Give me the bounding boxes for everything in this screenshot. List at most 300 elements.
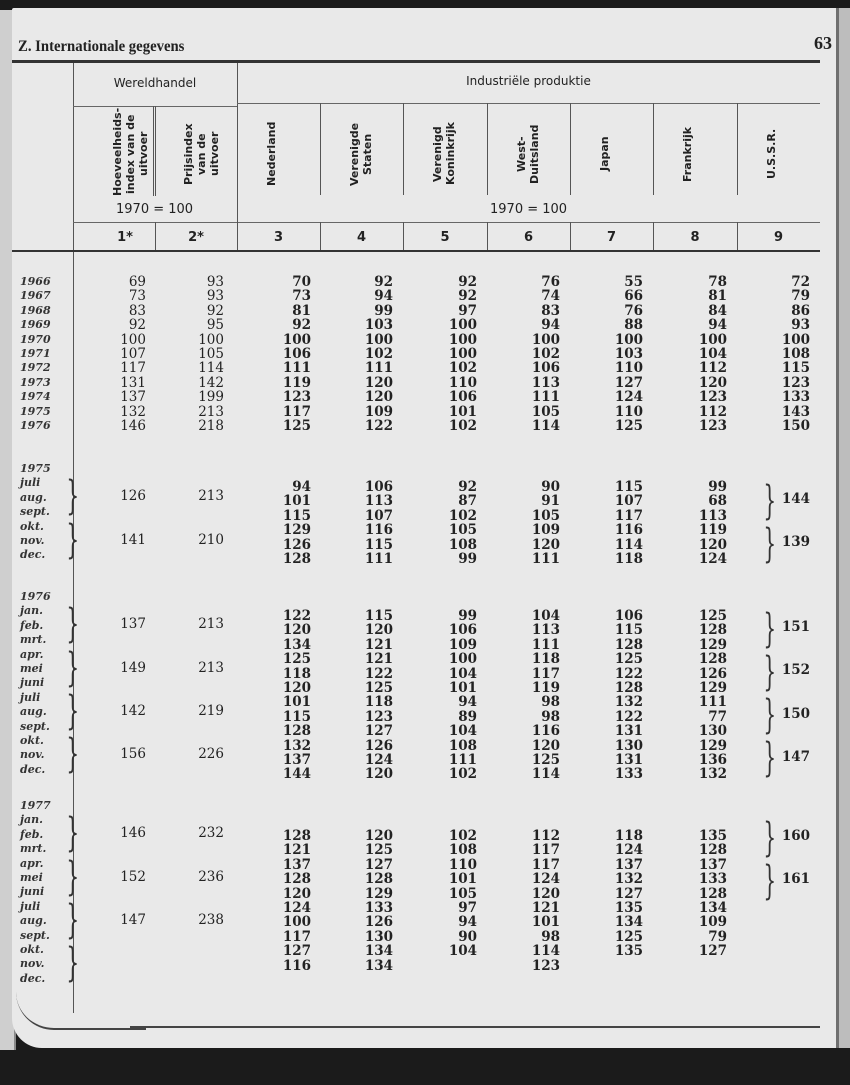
row-label-month: apr. <box>20 647 44 661</box>
table-cell: 109 <box>698 914 727 931</box>
bottom-rule-curve <box>16 992 146 1030</box>
table-cell: 113 <box>364 493 393 510</box>
column-number-3: 3 <box>273 230 284 245</box>
table-cell: 111 <box>364 551 393 567</box>
table-cell: 111 <box>531 636 560 653</box>
table-cell: 104 <box>698 346 727 362</box>
table-cell: 100 <box>448 317 477 334</box>
table-cell: 125 <box>614 651 643 668</box>
row-label-year: 1977 <box>20 799 51 812</box>
table-cell: 137 <box>282 856 311 873</box>
row-label-month: okt. <box>20 734 44 747</box>
column-number-9: 9 <box>773 230 784 245</box>
table-cell: 115 <box>282 708 311 725</box>
column-header-7: Japan <box>597 136 611 172</box>
table-cell: 104 <box>531 608 560 624</box>
quarter-brace-icon: } <box>66 940 80 986</box>
quarterly-cell: 146 <box>120 825 146 842</box>
table-cell: 101 <box>448 403 477 420</box>
table-cell: 134 <box>698 900 727 916</box>
table-cell: 88 <box>624 317 643 334</box>
table-cell: 102 <box>531 346 560 362</box>
column-number-divider <box>155 222 156 250</box>
table-cell: 116 <box>614 522 643 539</box>
table-cell: 106 <box>448 622 477 639</box>
table-cell: 120 <box>531 885 560 902</box>
table-cell: 106 <box>531 360 560 377</box>
column-number-divider <box>487 222 488 250</box>
table-cell: 115 <box>282 507 311 524</box>
table-cell: 108 <box>781 346 810 362</box>
table-cell: 117 <box>614 507 643 524</box>
quarterly-cell: 213 <box>198 659 224 676</box>
table-cell: 123 <box>781 374 810 391</box>
top-rule <box>12 60 820 63</box>
table-cell: 124 <box>614 842 643 859</box>
column-divider <box>153 106 154 196</box>
row-label-month: mrt. <box>20 842 47 856</box>
table-cell: 134 <box>282 636 311 653</box>
table-cell: 120 <box>364 622 393 639</box>
column-divider <box>320 103 321 195</box>
row-label-month: okt. <box>20 943 44 956</box>
column-number-8: 8 <box>690 230 700 245</box>
row-label-year: 1973 <box>20 375 51 389</box>
quarterly-cell: 144 <box>781 491 810 508</box>
column-divider <box>155 106 156 196</box>
table-cell: 106 <box>364 479 393 495</box>
table-cell: 135 <box>614 900 643 916</box>
table-cell: 110 <box>614 403 643 420</box>
quarter-brace-icon: } <box>66 601 80 648</box>
table-cell: 127 <box>698 943 727 960</box>
table-cell: 119 <box>282 374 311 391</box>
table-cell: 124 <box>698 551 727 567</box>
table-cell: 137 <box>614 856 643 873</box>
table-cell: 114 <box>531 766 560 783</box>
table-cell: 100 <box>531 331 560 348</box>
quarterly-cell: 236 <box>198 868 224 885</box>
table-cell: 92 <box>374 274 393 290</box>
column-number-6: 6 <box>523 230 534 245</box>
table-cell: 120 <box>364 766 393 783</box>
row-label-month: juli <box>20 690 41 704</box>
table-cell: 119 <box>531 680 560 696</box>
table-cell: 105 <box>448 885 477 902</box>
table-cell: 132 <box>282 737 311 754</box>
table-cell: 76 <box>541 274 560 290</box>
quarterly-cell: 213 <box>198 616 224 633</box>
table-cell: 127 <box>614 885 643 902</box>
row-label-year: 1972 <box>20 361 51 375</box>
quarterly-cell: 147 <box>781 748 810 765</box>
table-cell: 112 <box>698 360 727 377</box>
column-number-divider <box>320 222 321 250</box>
column-header-4: Verenigde Staten <box>347 122 374 186</box>
table-cell: 134 <box>364 943 393 960</box>
table-cell: 125 <box>614 418 643 434</box>
table-cell: 110 <box>448 856 477 873</box>
table-cell: 127 <box>364 856 393 873</box>
table-cell: 128 <box>282 723 311 740</box>
quarter-brace-icon: } <box>763 477 777 524</box>
table-cell: 102 <box>448 828 477 844</box>
table-cell: 98 <box>541 694 560 711</box>
table-cell: 66 <box>624 288 643 305</box>
table-cell: 133 <box>614 766 643 783</box>
table-cell: 117 <box>120 360 146 377</box>
quarter-brace-icon: } <box>763 857 777 904</box>
column-number-1: 1* <box>117 230 133 245</box>
table-cell: 130 <box>698 723 727 740</box>
column-number-5: 5 <box>440 230 450 245</box>
quarter-brace-icon: } <box>66 896 80 943</box>
table-cell: 114 <box>198 360 224 377</box>
row-label-year: 1969 <box>20 318 51 332</box>
quarterly-cell: 156 <box>120 745 146 762</box>
quarter-brace-icon: } <box>763 814 777 861</box>
table-cell: 104 <box>448 665 477 682</box>
table-cell: 120 <box>364 828 393 844</box>
table-cell: 125 <box>364 842 393 859</box>
quarterly-cell: 149 <box>120 659 146 676</box>
table-cell: 105 <box>531 507 560 524</box>
table-cell: 116 <box>364 522 393 539</box>
table-cell: 109 <box>448 636 477 653</box>
row-label-year: 1970 <box>20 332 51 346</box>
table-cell: 102 <box>448 766 477 783</box>
row-label-year: 1967 <box>20 289 51 303</box>
table-cell: 105 <box>198 346 224 362</box>
row-label-month: juli <box>20 476 41 490</box>
row-label-month: aug. <box>20 490 47 504</box>
column-number-divider <box>403 222 404 250</box>
header-bottom-rule <box>12 250 820 252</box>
quarterly-cell: 147 <box>120 911 146 928</box>
table-cell: 131 <box>614 723 643 740</box>
row-label-month: nov. <box>20 748 45 762</box>
table-cell: 117 <box>282 928 311 945</box>
table-cell: 101 <box>531 914 560 931</box>
column-header-8: Frankrijk <box>681 126 694 182</box>
table-cell: 122 <box>614 708 643 725</box>
table-cell: 113 <box>698 507 727 524</box>
table-cell: 125 <box>364 680 393 696</box>
table-cell: 126 <box>364 737 393 754</box>
table-cell: 120 <box>531 737 560 754</box>
table-cell: 101 <box>448 680 477 696</box>
table-cell: 126 <box>282 536 311 553</box>
quarterly-cell: 238 <box>198 911 224 928</box>
table-cell: 129 <box>282 522 311 539</box>
table-cell: 124 <box>282 900 311 916</box>
table-cell: 101 <box>282 694 311 711</box>
table-cell: 120 <box>698 374 727 391</box>
column-header-1: Hoeveelheids-index van de uitvoer <box>111 107 150 196</box>
table-cell: 113 <box>531 374 560 391</box>
page-number: 63 <box>814 33 832 53</box>
quarterly-cell: 160 <box>781 828 810 845</box>
row-label-year: 1975 <box>20 462 51 475</box>
table-cell: 120 <box>364 374 393 391</box>
table-cell: 99 <box>374 302 393 319</box>
table-cell: 79 <box>791 288 810 305</box>
table-cell: 213 <box>198 403 224 420</box>
table-cell: 117 <box>531 665 560 682</box>
table-cell: 137 <box>282 752 311 768</box>
bottom-rule <box>130 1026 820 1028</box>
table-cell: 111 <box>282 360 311 377</box>
table-cell: 92 <box>128 317 146 334</box>
table-cell: 87 <box>458 493 477 510</box>
table-cell: 103 <box>614 346 643 362</box>
row-label-year: 1966 <box>20 275 51 288</box>
table-cell: 111 <box>698 694 727 711</box>
table-cell: 128 <box>698 842 727 859</box>
table-cell: 122 <box>364 418 393 434</box>
table-cell: 100 <box>448 331 477 348</box>
table-cell: 143 <box>781 403 810 420</box>
row-label-month: jan. <box>20 604 43 618</box>
table-cell: 123 <box>698 389 727 406</box>
table-cell: 128 <box>282 828 311 844</box>
table-cell: 125 <box>614 928 643 945</box>
table-cell: 129 <box>698 680 727 696</box>
table-cell: 115 <box>364 608 393 624</box>
table-cell: 92 <box>292 317 311 334</box>
table-cell: 99 <box>458 551 477 567</box>
table-cell: 150 <box>781 418 810 434</box>
table-cell: 55 <box>624 274 643 290</box>
table-cell: 111 <box>364 360 393 377</box>
quarter-brace-icon: } <box>66 687 80 734</box>
row-label-month: nov. <box>20 534 45 547</box>
table-cell: 106 <box>614 608 643 624</box>
table-cell: 123 <box>698 418 727 434</box>
row-label-month: juni <box>20 676 45 690</box>
row-label-month: feb. <box>20 618 44 632</box>
table-cell: 90 <box>458 928 477 945</box>
table-cell: 84 <box>708 302 727 319</box>
table-cell: 199 <box>198 389 224 406</box>
table-cell: 86 <box>791 302 810 319</box>
quarterly-cell: 213 <box>198 488 224 505</box>
quarterly-cell: 142 <box>120 702 146 719</box>
table-cell: 72 <box>791 274 810 290</box>
table-cell: 98 <box>541 708 560 725</box>
table-cell: 117 <box>531 842 560 859</box>
table-cell: 115 <box>364 536 393 553</box>
group-label-wereldhandel: Wereldhandel <box>113 76 197 90</box>
column-number-2: 2* <box>188 230 204 245</box>
table-cell: 100 <box>120 331 146 348</box>
quarterly-cell: 210 <box>198 531 224 548</box>
table-cell: 100 <box>282 914 311 931</box>
table-cell: 83 <box>128 302 146 319</box>
table-cell: 132 <box>698 766 727 783</box>
base-year-label-2: 1970 = 100 <box>490 202 568 217</box>
column-header-5: Verenigd Koninkrijk <box>431 122 457 186</box>
column-number-divider <box>237 222 238 250</box>
table-cell: 113 <box>531 622 560 639</box>
table-cell: 108 <box>448 536 477 553</box>
table-cell: 120 <box>282 885 311 902</box>
quarter-brace-icon: } <box>763 648 777 695</box>
table-cell: 92 <box>458 479 477 495</box>
quarterly-cell: 161 <box>781 871 810 888</box>
table-cell: 137 <box>120 389 146 406</box>
table-cell: 83 <box>541 302 560 319</box>
table-cell: 131 <box>120 374 146 391</box>
table-cell: 91 <box>541 493 560 510</box>
column-number-4: 4 <box>356 230 367 245</box>
table-cell: 77 <box>708 708 727 725</box>
table-cell: 109 <box>531 522 560 539</box>
table-cell: 135 <box>614 943 643 960</box>
table-cell: 128 <box>614 636 643 653</box>
table-cell: 112 <box>698 403 727 420</box>
table-cell: 105 <box>448 522 477 539</box>
quarterly-cell: 152 <box>781 662 810 679</box>
table-cell: 100 <box>364 331 393 348</box>
row-label-month: aug. <box>20 914 47 928</box>
row-label-month: apr. <box>20 856 44 870</box>
table-cell: 108 <box>448 842 477 859</box>
table-cell: 129 <box>698 636 727 653</box>
table-cell: 137 <box>698 856 727 873</box>
column-number-7: 7 <box>606 230 617 245</box>
table-cell: 100 <box>448 651 477 668</box>
table-cell: 107 <box>364 507 393 524</box>
table-cell: 92 <box>458 288 477 305</box>
table-cell: 73 <box>292 288 311 305</box>
table-cell: 121 <box>364 636 393 653</box>
table-cell: 120 <box>531 536 560 553</box>
table-cell: 115 <box>614 622 643 639</box>
base-year-label-1: 1970 = 100 <box>116 202 194 217</box>
table-cell: 128 <box>698 651 727 668</box>
table-cell: 124 <box>364 752 393 768</box>
table-cell: 110 <box>448 374 477 391</box>
column-number-divider <box>653 222 654 250</box>
table-cell: 130 <box>614 737 643 754</box>
table-cell: 115 <box>614 479 643 495</box>
row-label-month: mei <box>20 662 43 675</box>
table-cell: 123 <box>364 708 393 725</box>
table-cell: 135 <box>698 828 727 844</box>
table-cell: 128 <box>364 871 393 888</box>
column-divider <box>570 103 571 195</box>
table-cell: 118 <box>282 665 311 682</box>
table-cell: 100 <box>282 331 311 348</box>
table-cell: 123 <box>531 957 560 974</box>
table-cell: 112 <box>531 828 560 844</box>
table-cell: 128 <box>282 551 311 567</box>
column-divider <box>737 103 738 195</box>
table-cell: 109 <box>364 403 393 420</box>
table-cell: 111 <box>531 389 560 406</box>
table-cell: 126 <box>698 665 727 682</box>
table-cell: 94 <box>708 317 727 334</box>
column-divider <box>653 103 654 195</box>
table-cell: 97 <box>458 302 477 319</box>
table-cell: 128 <box>282 871 311 888</box>
table-cell: 95 <box>206 317 224 334</box>
table-cell: 116 <box>282 957 311 974</box>
table-cell: 126 <box>364 914 393 931</box>
row-label-month: dec. <box>20 548 46 562</box>
table-cell: 136 <box>698 752 727 768</box>
table-cell: 94 <box>292 479 311 495</box>
table-cell: 144 <box>282 766 311 783</box>
table-cell: 105 <box>531 403 560 420</box>
table-cell: 100 <box>448 346 477 362</box>
table-cell: 116 <box>531 723 560 740</box>
colnum-rule <box>73 222 820 223</box>
table-cell: 218 <box>198 418 224 434</box>
row-label-year: 1968 <box>20 303 51 317</box>
quarter-brace-icon: } <box>66 516 80 563</box>
table-cell: 114 <box>531 943 560 960</box>
row-label-month: juli <box>20 899 41 913</box>
table-cell: 133 <box>698 871 727 888</box>
table-cell: 115 <box>781 360 810 377</box>
quarter-brace-icon: } <box>66 853 80 900</box>
table-cell: 107 <box>614 493 643 510</box>
table-cell: 93 <box>206 288 224 305</box>
column-divider <box>403 103 404 195</box>
table-cell: 97 <box>458 900 477 916</box>
row-label-month: dec. <box>20 971 46 985</box>
quarterly-cell: 232 <box>198 825 224 842</box>
column-header-9: U.S.S.R. <box>764 128 778 180</box>
table-cell: 128 <box>698 622 727 639</box>
table-cell: 118 <box>614 828 643 844</box>
table-cell: 101 <box>448 871 477 888</box>
table-cell: 111 <box>448 752 477 768</box>
quarter-brace-icon: } <box>66 644 80 691</box>
quarterly-cell: 219 <box>198 702 224 719</box>
table-cell: 93 <box>206 274 224 290</box>
table-cell: 98 <box>541 928 560 945</box>
table-cell: 124 <box>614 389 643 406</box>
column-header-2: Prijsindex van de uitvoer <box>182 123 221 185</box>
quarter-brace-icon: } <box>66 473 80 520</box>
row-label-month: dec. <box>20 762 46 776</box>
table-cell: 120 <box>282 680 311 696</box>
row-label-month: sept. <box>20 719 50 733</box>
table-cell: 99 <box>708 479 727 495</box>
quarterly-cell: 226 <box>198 745 224 762</box>
table-cell: 106 <box>448 389 477 406</box>
row-label-month: nov. <box>20 957 45 971</box>
quarter-brace-icon: } <box>66 731 80 777</box>
table-cell: 125 <box>282 651 311 668</box>
section-title: Z. Internationale gegevens <box>18 38 185 55</box>
table-cell: 122 <box>364 665 393 682</box>
table-cell: 120 <box>282 622 311 639</box>
table-cell: 102 <box>364 346 393 362</box>
table-cell: 110 <box>614 360 643 377</box>
table-cell: 132 <box>120 403 146 420</box>
table-cell: 117 <box>282 403 311 420</box>
table-cell: 81 <box>292 302 311 319</box>
column-number-divider <box>737 222 738 250</box>
table-cell: 120 <box>364 389 393 406</box>
quarterly-cell: 152 <box>120 868 146 885</box>
row-label-month: jan. <box>20 813 43 827</box>
row-label-month: aug. <box>20 705 47 719</box>
